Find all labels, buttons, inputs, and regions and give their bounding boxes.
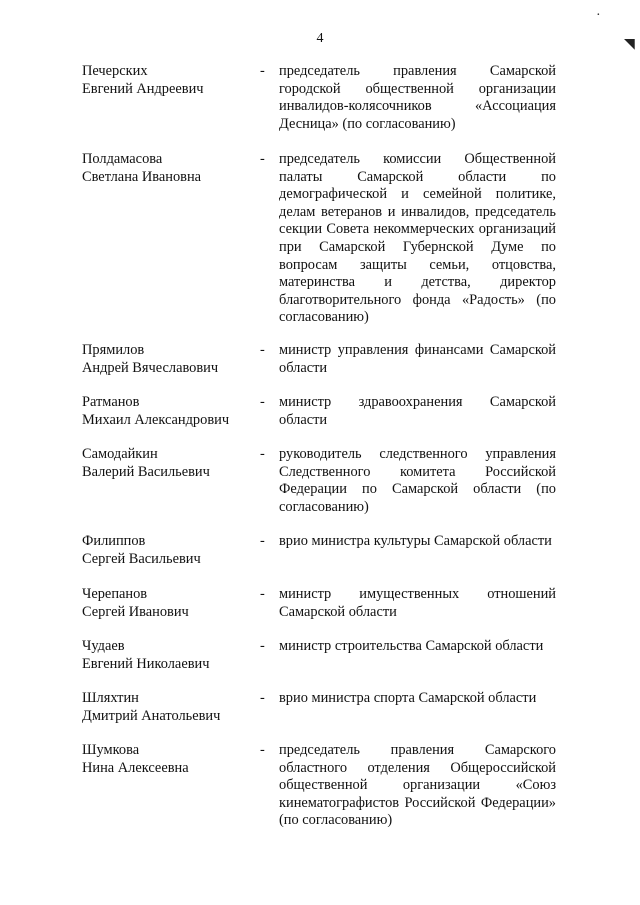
member-surname: Филиппов xyxy=(82,533,146,549)
member-name xyxy=(82,394,257,429)
member-role: министр здравоохранения Самарской области xyxy=(279,394,556,428)
member-name xyxy=(82,690,257,725)
dash: - xyxy=(260,690,265,706)
member-given-name: Светлана Ивановна xyxy=(82,168,202,185)
member-name xyxy=(82,533,257,568)
member-name xyxy=(82,638,257,673)
member-given-name: Андрей Вячеславович xyxy=(82,359,219,376)
member-given-name: Дмитрий Анатольевич xyxy=(82,707,221,724)
member-role: министр имущественных отношений Самарской области xyxy=(279,586,556,620)
member-role: врио министра спорта Самарской области xyxy=(279,690,537,706)
member-given-name: Михаил Александрович xyxy=(82,411,230,428)
dash: - xyxy=(260,342,265,358)
member-name xyxy=(82,151,257,186)
dash: - xyxy=(260,586,265,602)
member-surname: Шумкова xyxy=(82,742,140,758)
member-given-name: Евгений Николаевич xyxy=(82,655,210,672)
member-role: председатель комиссии Общественной палаты Самарской области по демографической и семейной политике, делам ветеранов и инвалидов, председатель секции Совета некоммерческих организаций при Самарской Губернской Думе по вопросам защиты семьи, отцовства, материнства и детства, директор благотворительного фонда «Радость» (по согласованию) xyxy=(279,151,556,326)
member-name xyxy=(82,446,257,481)
scan-mark: · xyxy=(596,8,601,23)
member-role: председатель правления Самарской городской общественной организации инвалидов-колясочников «Ассоциация Десница» (по согласованию) xyxy=(279,63,556,132)
scan-mark: ◥ xyxy=(624,37,635,52)
dash: - xyxy=(260,533,265,549)
member-name xyxy=(82,742,257,777)
dash: - xyxy=(260,63,265,79)
member-surname: Прямилов xyxy=(82,342,145,358)
member-role: министр управления финансами Самарской области xyxy=(279,342,556,376)
member-name xyxy=(82,63,257,98)
member-role: врио министра культуры Самарской области xyxy=(279,533,552,549)
member-surname: Чудаев xyxy=(82,638,125,654)
member-given-name: Евгений Андреевич xyxy=(82,80,204,97)
dash: - xyxy=(260,742,265,758)
page-number: 4 xyxy=(316,31,324,46)
member-given-name: Сергей Иванович xyxy=(82,603,189,620)
member-surname: Ратманов xyxy=(82,394,140,410)
member-name xyxy=(82,586,257,621)
dash: - xyxy=(260,638,265,654)
member-role: министр строительства Самарской области xyxy=(279,638,544,654)
member-surname: Полдамасова xyxy=(82,151,163,167)
dash: - xyxy=(260,151,265,167)
member-surname: Печерских xyxy=(82,63,148,79)
dash: - xyxy=(260,446,265,462)
member-surname: Шляхтин xyxy=(82,690,139,706)
member-role: руководитель следственного управления Следственного комитета Российской Федерации по Самарской области (по согласованию) xyxy=(279,446,556,515)
dash: - xyxy=(260,394,265,410)
member-surname: Самодайкин xyxy=(82,446,158,462)
member-given-name: Нина Алексеевна xyxy=(82,759,189,776)
member-given-name: Валерий Васильевич xyxy=(82,463,210,480)
member-surname: Черепанов xyxy=(82,586,148,602)
member-name xyxy=(82,342,257,377)
member-role: председатель правления Самарского областного отделения Общероссийской общественной организации «Союз кинематографистов Российской Федерации» (по согласованию) xyxy=(279,742,556,829)
member-given-name: Сергей Васильевич xyxy=(82,550,201,567)
